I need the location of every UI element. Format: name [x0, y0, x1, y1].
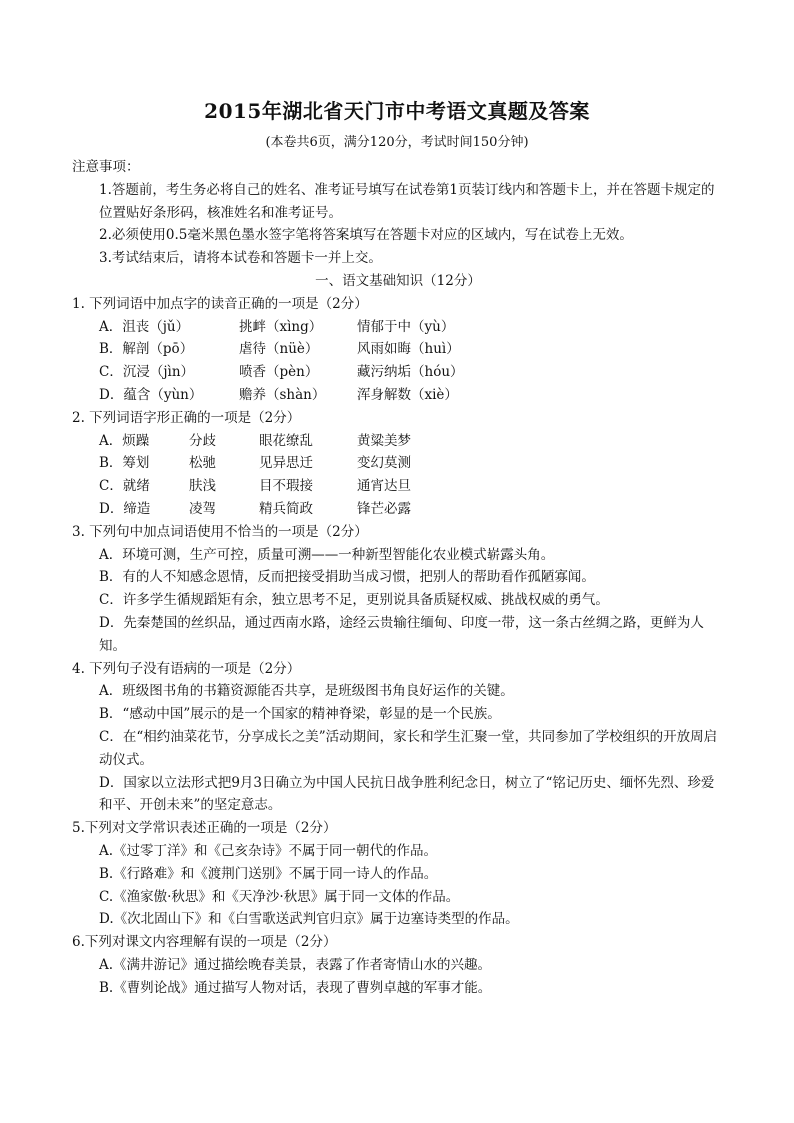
question-6-stem: 6.下列对课文内容理解有误的一项是（2分） — [72, 934, 337, 951]
question-4-option-d: D．国家以立法形式把9月3日确立为中国人民抗日战争胜利纪念日，树立了“铭记历史、缅怀先烈、珍爱和平、开创未来”的坚定意志。 — [99, 774, 715, 814]
page-title: 2015年湖北省天门市中考语文真题及答案 — [204, 99, 590, 123]
question-2-option-b — [72, 452, 724, 475]
question-5-option-d: D.《次北固山下》和《白雪歌送武判官归京》属于边塞诗类型的作品。 — [99, 911, 519, 928]
option-word: C．沉浸（jìn） — [99, 364, 195, 381]
option-word: 变幻莫测 — [357, 455, 411, 472]
option-word: 肤浅 — [189, 478, 216, 495]
option-word: B．筹划 — [99, 455, 150, 472]
section-heading: 一、语文基础知识（12分） — [315, 272, 481, 289]
question-3-option-d: D．先秦楚国的丝织品，通过西南水路，途经云贵输往缅甸、印度一带，这一条古丝绸之路，更鲜为人知。 — [99, 614, 704, 654]
option-word: 松驰 — [189, 455, 216, 472]
question-4-option-c: C．在“相约油菜花节，分享成长之美”活动期间，家长和学生汇聚一堂，共同参加了学校组织的开放周启动仪式。 — [99, 728, 718, 768]
question-2-option-c — [72, 475, 724, 498]
notice-item-3: 3.考试结束后，请将本试卷和答题卡一并上交。 — [99, 250, 382, 267]
question-1-option-d — [72, 384, 724, 407]
option-word: 虐待（nüè） — [239, 341, 319, 358]
question-5-stem: 5.下列对文学常识表述正确的一项是（2分） — [72, 820, 337, 837]
option-word: 藏污纳垢（hóu） — [357, 364, 464, 381]
option-word: 赡养（shàn） — [239, 386, 326, 403]
option-word: 通宵达旦 — [357, 478, 411, 495]
exam-content — [72, 156, 724, 999]
option-word: 锋芒必露 — [357, 500, 411, 517]
notice-item-2: 2.必须使用0.5毫米黑色墨水签字笔将答案填写在答题卡对应的区域内，写在试卷上无效。 — [99, 227, 633, 244]
option-word: 分歧 — [189, 432, 216, 449]
option-word: 凌驾 — [189, 500, 216, 517]
option-word: 挑衅（xìng） — [239, 318, 323, 335]
option-word: A．沮丧（jǔ） — [99, 318, 190, 335]
page-subtitle: (本卷共6页，满分120分，考试时间150分钟) — [265, 135, 529, 150]
question-4-option-a: A．班级图书角的书籍资源能否共享，是班级图书角良好运作的关键。 — [99, 683, 514, 700]
question-3-option-c: C．许多学生循规蹈矩有余，独立思考不足，更别说具备质疑权威、挑战权威的勇气。 — [99, 592, 609, 609]
option-word: 风雨如晦（huì） — [357, 341, 460, 358]
question-1-stem: 1. 下列词语中加点字的读音正确的一项是（2分） — [72, 295, 368, 312]
question-2-option-a — [72, 430, 724, 453]
notice-item-1: 1.答题前，考生务必将自己的姓名、准考证号填写在试卷第1页装订线内和答题卡上，并在答题卡规定的位置贴好条形码，核准姓名和准考证号。 — [99, 181, 715, 221]
option-word: 见异思迁 — [259, 455, 313, 472]
question-3-stem: 3. 下列句中加点词语使用不恰当的一项是（2分） — [72, 523, 368, 540]
question-5-option-b: B.《行路难》和《渡荆门送别》不属于同一诗人的作品。 — [99, 865, 438, 882]
option-word: 浑身解数（xiè） — [357, 386, 458, 403]
question-4-option-b: B．“感动中国”展示的是一个国家的精神脊梁，彰显的是一个民族。 — [99, 706, 501, 723]
question-6-option-b: B.《曹刿论战》通过描写人物对话，表现了曹刿卓越的军事才能。 — [99, 979, 492, 996]
option-word: 喷香（pèn） — [239, 364, 319, 381]
option-word: 精兵简政 — [259, 500, 313, 517]
option-word: C．就绪 — [99, 478, 150, 495]
option-word: 黄粱美梦 — [357, 432, 411, 449]
question-1-option-b — [72, 338, 724, 361]
option-word: 眼花缭乱 — [259, 432, 313, 449]
option-word: B．解剖（pō） — [99, 341, 194, 358]
option-word: 目不瑕接 — [259, 478, 313, 495]
question-2-stem: 2. 下列词语字形正确的一项是（2分） — [72, 409, 301, 426]
option-word: A．烦躁 — [99, 432, 150, 449]
question-1-option-a — [72, 316, 724, 339]
question-2-option-d — [72, 498, 724, 521]
question-5-option-a: A.《过零丁洋》和《己亥杂诗》不属于同一朝代的作品。 — [99, 842, 438, 859]
question-1-option-c — [72, 361, 724, 384]
question-3-option-b: B．有的人不知感念恩情，反而把接受捐助当成习惯，把别人的帮助看作孤陋寡闻。 — [99, 569, 595, 586]
question-6-option-a: A.《满井游记》通过描绘晚春美景，表露了作者寄情山水的兴趣。 — [99, 956, 492, 973]
notice-heading: 注意事项： — [72, 159, 140, 175]
option-word: 情郁于中（yù） — [357, 318, 455, 335]
question-5-option-c: C.《渔家傲·秋思》和《天净沙·秋思》属于同一文体的作品。 — [99, 888, 460, 905]
option-word: D．蕴含（yùn） — [99, 386, 203, 403]
question-4-stem: 4. 下列句子没有语病的一项是（2分） — [72, 660, 301, 677]
option-word: D．缔造 — [99, 500, 151, 517]
question-3-option-a: A．环境可测，生产可控，质量可溯——一种新型智能化农业模式崭露头角。 — [99, 546, 555, 563]
